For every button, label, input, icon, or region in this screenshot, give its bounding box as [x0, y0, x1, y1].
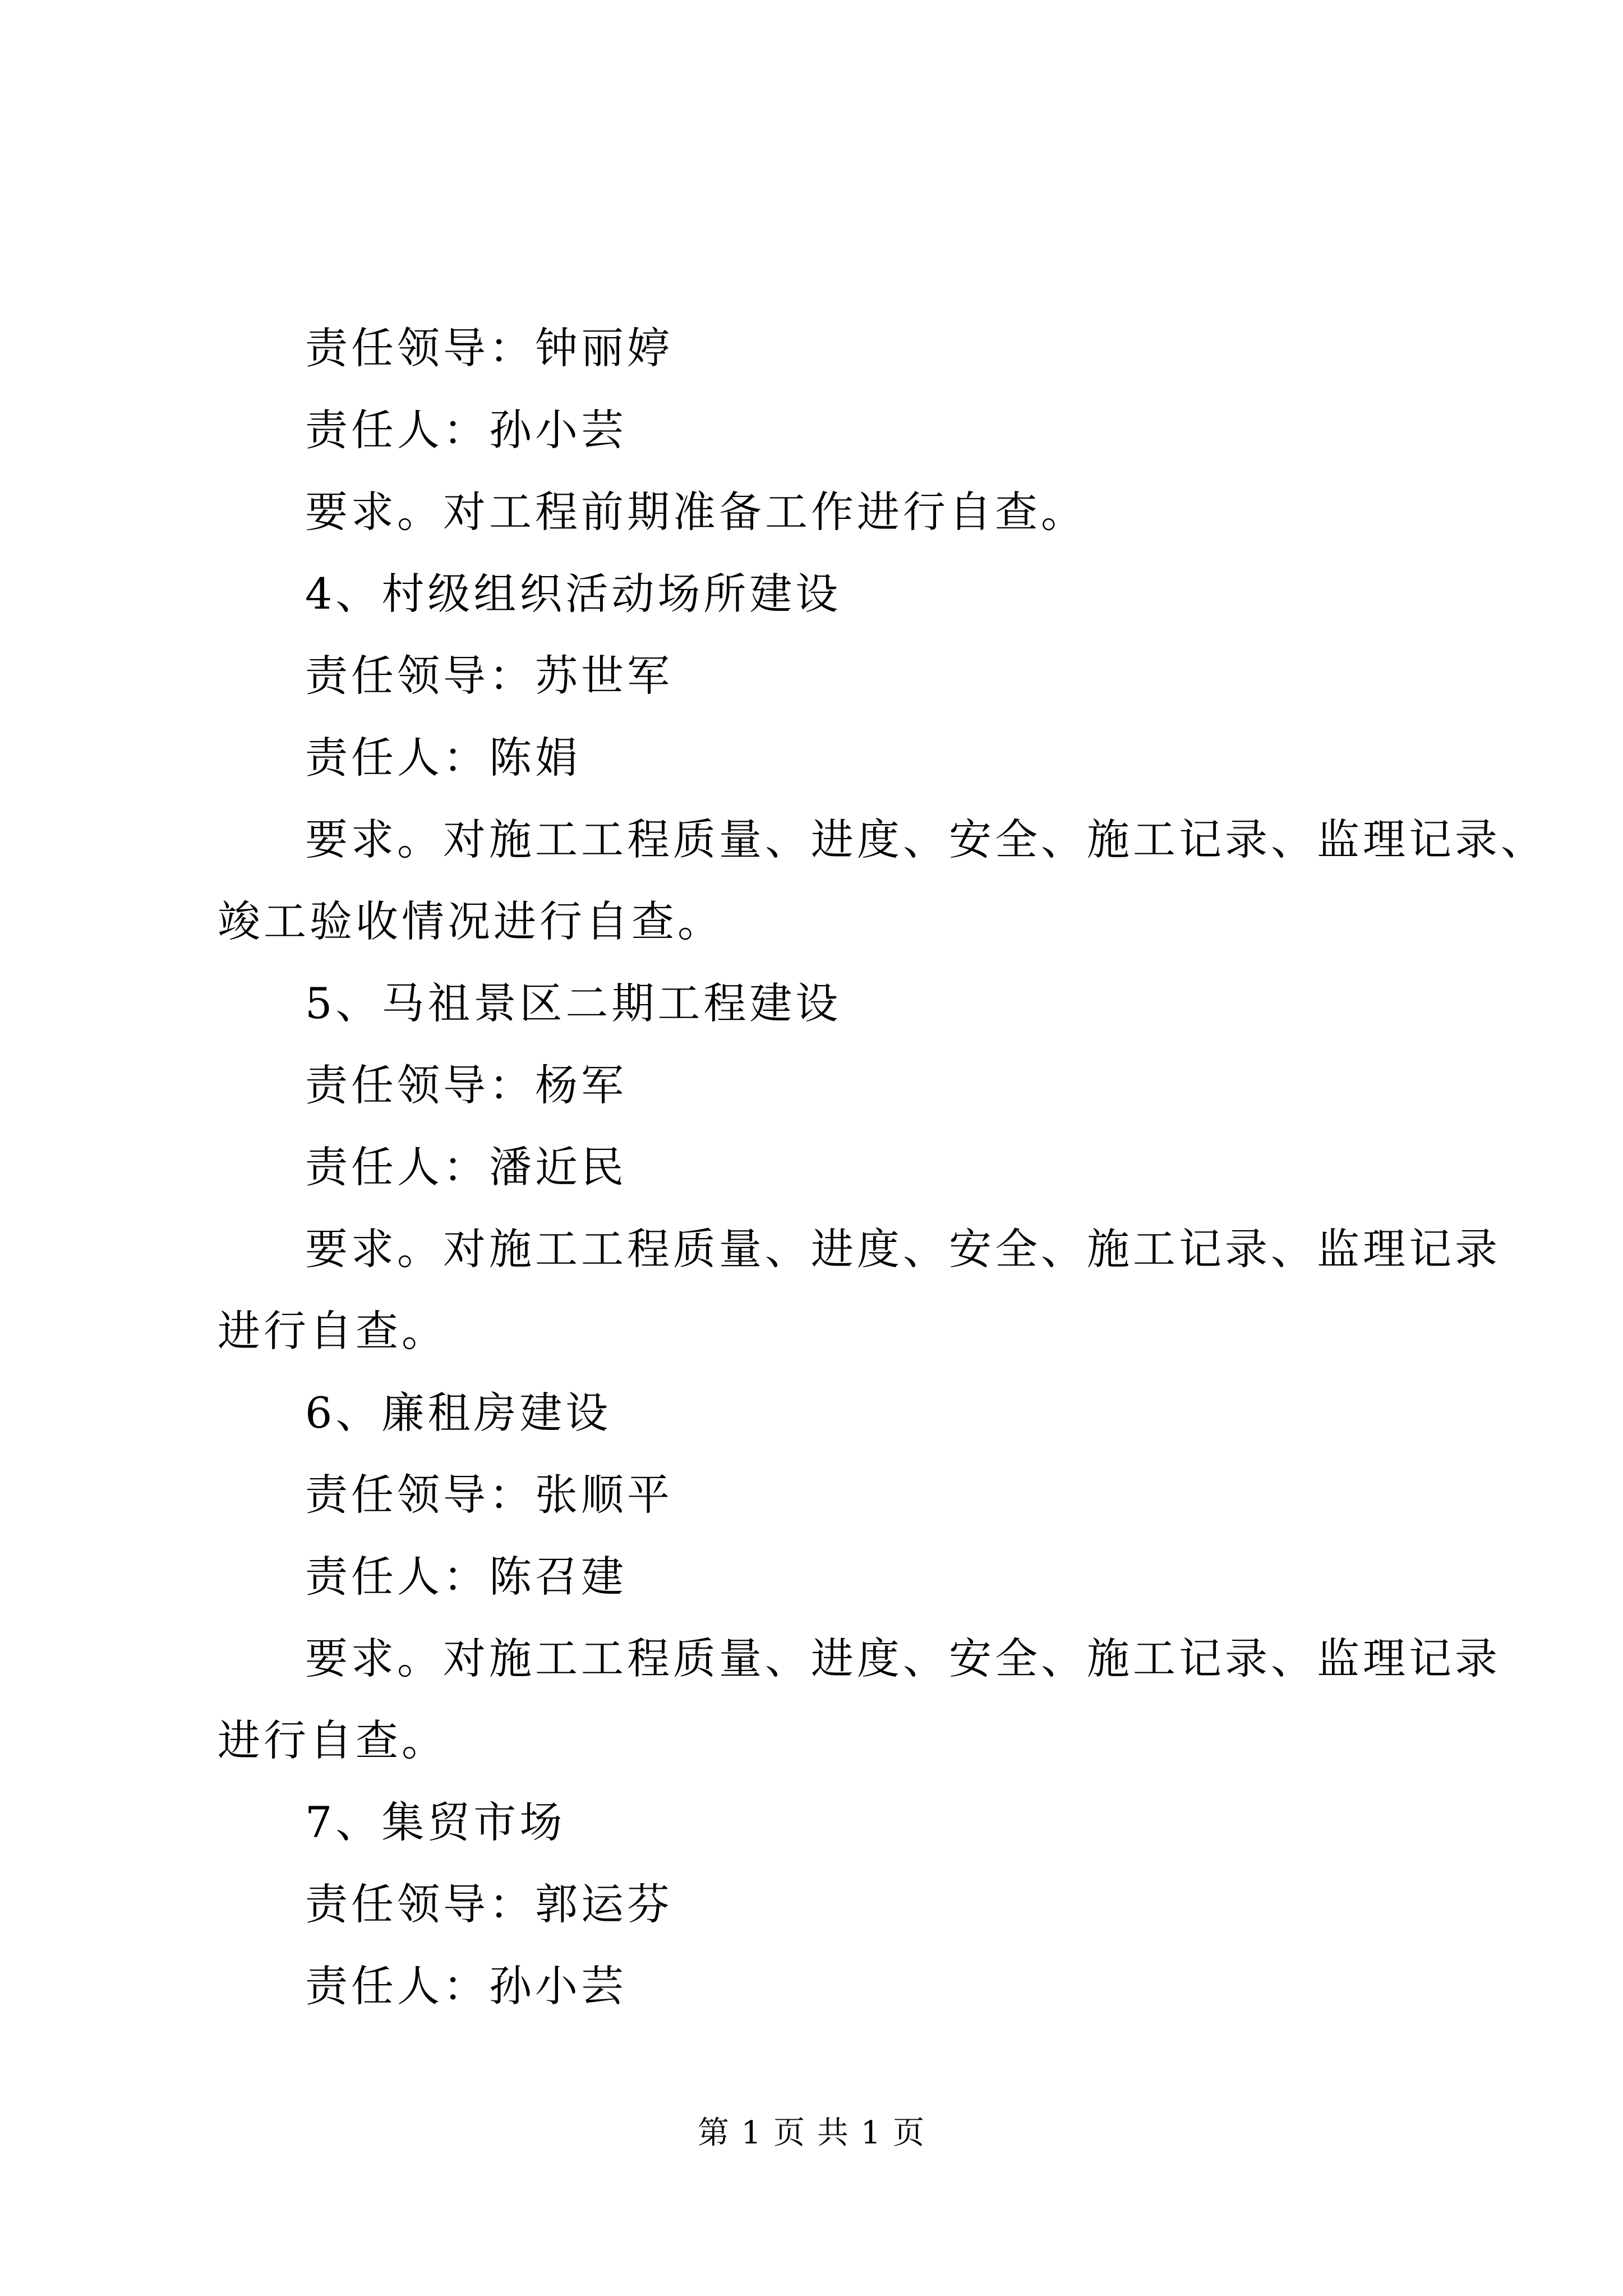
responsible-leader-line: 责任领导：苏世军: [305, 651, 673, 701]
requirement-line: 要求。对工程前期准备工作进行自查。: [305, 487, 1087, 537]
section-heading-4: 4、村级组织活动场所建设: [305, 569, 842, 619]
requirement-line: 要求。对施工工程质量、进度、安全、施工记录、监理记录: [305, 1634, 1501, 1683]
responsible-leader-line: 责任领导：张顺平: [305, 1470, 673, 1520]
section-heading-7: 7、集贸市场: [305, 1797, 566, 1847]
responsible-leader-line: 责任领导：钟丽婷: [305, 323, 673, 373]
requirement-line: 要求。对施工工程质量、进度、安全、施工记录、监理记录、: [305, 815, 1547, 864]
requirement-continuation-line: 进行自查。: [218, 1306, 448, 1356]
requirement-line: 要求。对施工工程质量、进度、安全、施工记录、监理记录: [305, 1224, 1501, 1274]
page-number-footer: 第 1 页 共 1 页: [697, 2115, 926, 2151]
requirement-continuation-line: 进行自查。: [218, 1715, 448, 1765]
responsible-leader-line: 责任领导：杨军: [305, 1060, 627, 1110]
responsible-person-line: 责任人：孙小芸: [305, 405, 627, 455]
section-heading-5: 5、马祖景区二期工程建设: [305, 978, 842, 1028]
responsible-person-line: 责任人：孙小芸: [305, 1961, 627, 2011]
section-heading-6: 6、廉租房建设: [305, 1388, 612, 1438]
document-body: [218, 307, 1547, 2027]
responsible-person-line: 责任人：陈召建: [305, 1552, 627, 1602]
requirement-continuation-line: 竣工验收情况进行自查。: [218, 896, 723, 946]
responsible-leader-line: 责任领导：郭运芬: [305, 1879, 673, 1929]
responsible-person-line: 责任人：潘近民: [305, 1142, 627, 1192]
responsible-person-line: 责任人：陈娟: [305, 733, 581, 783]
